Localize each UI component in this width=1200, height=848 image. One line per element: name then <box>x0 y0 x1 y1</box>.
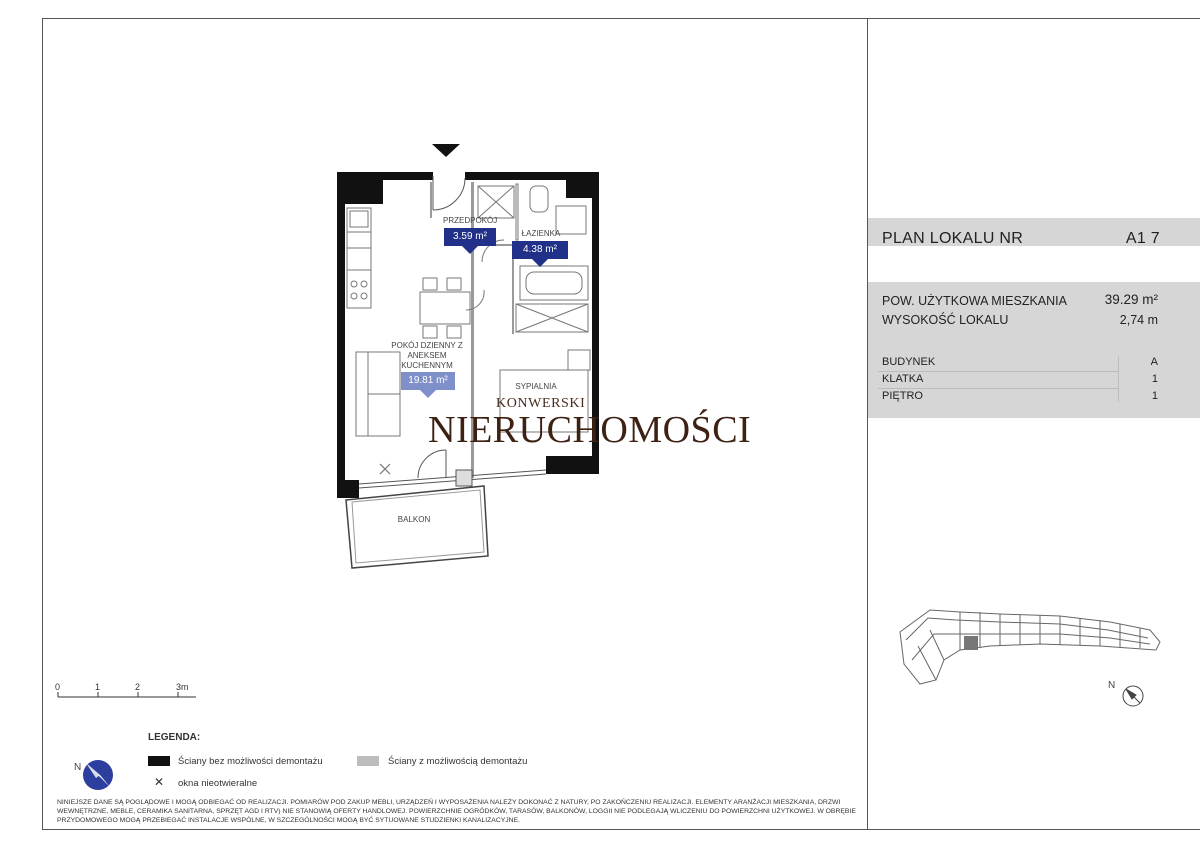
removable-wall-swatch <box>357 756 379 766</box>
dining-table <box>420 278 470 338</box>
living-label-line2: ANEKSEM <box>407 351 447 360</box>
height-label: WYSOKOŚĆ LOKALU <box>882 313 1009 327</box>
usable-area-value: 39.29 m² <box>1104 292 1158 307</box>
unit-title-bar <box>868 218 1200 246</box>
fixed-window-legend-icon: ✕ <box>154 775 165 789</box>
hall-label: PRZEDPOKÓJ <box>443 216 498 225</box>
legend-title: LEGENDA: <box>148 732 201 743</box>
legend-north-letter: N <box>74 762 82 773</box>
disclaimer-text: NINIEJSZE DANE SĄ POGLĄDOWE I MOGĄ ODBIEGAĆ OD REALIZACJI. POMIARÓW POD ZAKUP MEBLI, URZĄDZEŃ I WYPOSAŻENIA NALEŻY DOKONAĆ Z NATURY, PO ZAKOŃCZENIU REALIZACJI. ELEMENTY ARANŻACJI MIESZKANIA, DRZWI WEWNĘTRZNE, MEBLE, CERAMIKA SANITARNA, SPRZĘT AGD I RTV) NIE STANOWIĄ OFERTY HANDLOWEJ. POWIERZCHNIE OGRÓDKÓW, TARASÓW, BALKONÓW, LOGGII NIE PODLEGAJĄ WLICZENIU DO POWIERZCHNI UŻYTKOWEJ. W OBRĘBIE PRZYDOMOWEGO MOGĄ PRZEBIEGAĆ INSTALACJE WSPÓLNE, W SZCZEGÓLNOŚCI MOGĄ BYĆ SYTUOWANE STUDZIENKI KANALIZACYJNE. <box>57 799 856 824</box>
living-area-badge: 19.81 m² <box>401 372 455 390</box>
staircase-label: KLATKA <box>882 373 924 385</box>
legend-fixed-windows: okna nieotwieralne <box>178 778 258 789</box>
usable-area-label: POW. UŻYTKOWA MIESZKANIA <box>882 294 1067 308</box>
site-north-icon <box>1123 686 1143 706</box>
entrance-arrow-icon <box>432 144 460 157</box>
fixed-window-marker-icon <box>380 464 390 474</box>
bathroom-label: ŁAZIENKA <box>521 229 561 238</box>
legend-fixed-walls: Ściany bez możliwości demontażu <box>178 756 323 767</box>
watermark-brand-big: NIERUCHOMOŚCI <box>428 409 752 451</box>
north-compass-icon <box>83 760 113 790</box>
building-value: A <box>1150 356 1158 368</box>
height-value: 2,74 m <box>1119 313 1158 327</box>
staircase-value: 1 <box>1151 373 1158 385</box>
site-plan-highlight <box>964 636 978 650</box>
site-north-letter: N <box>1108 680 1116 691</box>
entry-door <box>433 176 465 210</box>
balcony-label: BALKON <box>397 515 431 524</box>
balcony-outline <box>346 486 488 568</box>
site-plan-map <box>900 610 1160 684</box>
unit-number: A1 7 <box>1125 230 1160 247</box>
scale-tick-3: 3m <box>176 682 189 692</box>
floor-label: PIĘTRO <box>882 390 923 402</box>
hall-area-badge: 3.59 m² <box>444 228 496 246</box>
living-label-line1: POKÓJ DZIENNY Z <box>391 341 463 350</box>
living-badge-pointer <box>420 390 436 398</box>
unit-info-panel <box>868 282 1200 418</box>
building-label: BUDYNEK <box>882 356 936 368</box>
unit-title-label: PLAN LOKALU NR <box>882 230 1024 247</box>
watermark-brand-small: KONWERSKI <box>496 396 586 411</box>
hall-badge-pointer <box>462 246 478 254</box>
scale-tick-0: 0 <box>55 682 61 692</box>
bedroom-label: SYPIALNIA <box>515 382 557 391</box>
floor-value: 1 <box>1151 390 1158 402</box>
living-label-line3: KUCHENNYM <box>401 361 453 370</box>
bathroom-area-badge: 4.38 m² <box>512 241 568 259</box>
legend-removable-walls: Ściany z możliwością demontażu <box>388 756 528 767</box>
scale-tick-2: 2 <box>135 682 141 692</box>
scale-tick-1: 1 <box>95 682 101 692</box>
scale-bar <box>58 692 196 697</box>
fixed-wall-swatch <box>148 756 170 766</box>
bathroom-badge-pointer <box>532 259 548 267</box>
window-and-doors <box>359 450 546 488</box>
